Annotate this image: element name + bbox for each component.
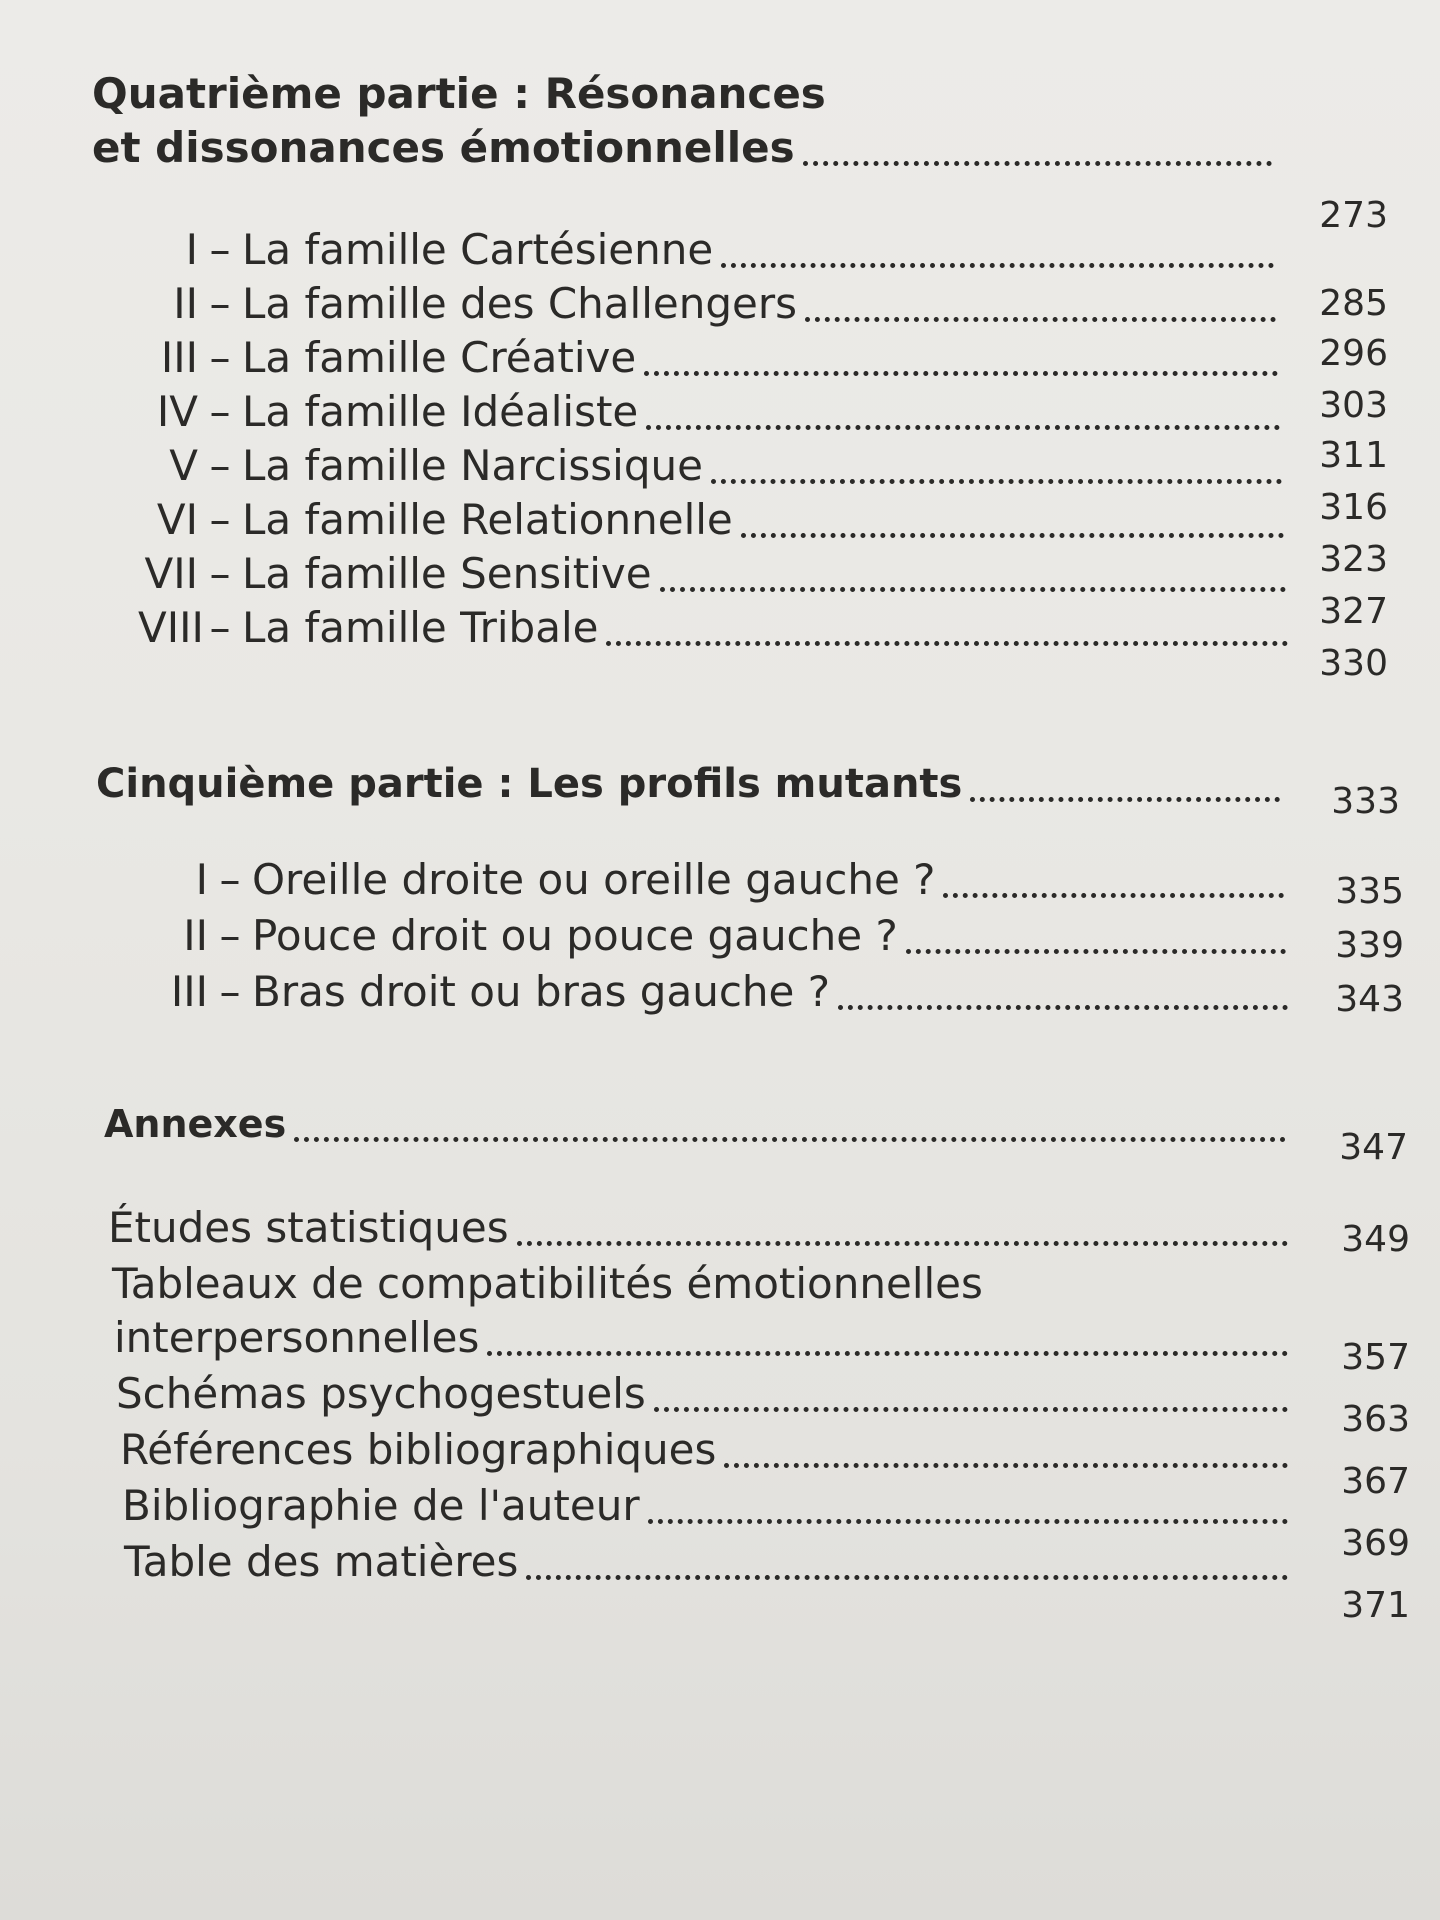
part4-title-row[interactable] <box>92 124 1276 172</box>
leader-dots <box>517 1231 1288 1246</box>
dash: – <box>209 279 231 328</box>
chapter-page: 339 <box>1335 925 1404 966</box>
dash: – <box>219 967 241 1016</box>
chapter-title: Oreille droite ou oreille gauche ? <box>252 855 936 904</box>
chapter-title: La famille Relationnelle <box>242 495 733 544</box>
annex-title: Bibliographie de l'auteur <box>122 1481 640 1530</box>
toc-entry[interactable] <box>124 1538 1292 1586</box>
dash: – <box>209 549 231 598</box>
chapter-page: 335 <box>1335 871 1404 912</box>
toc-entry[interactable] <box>138 280 1280 328</box>
annex-title-line1: Tableaux de compatibilités émotionnelles <box>112 1259 983 1308</box>
annex-title: Études statistiques <box>108 1203 509 1252</box>
chapter-number: VII <box>144 549 198 598</box>
chapter-title: Pouce droit ou pouce gauche ? <box>252 911 898 960</box>
annex-title: Schémas psychogestuels <box>116 1369 646 1418</box>
toc-entry[interactable] <box>156 968 1292 1016</box>
leader-dots <box>724 1453 1288 1468</box>
annex-title: Table des matières <box>124 1537 519 1586</box>
leader-dots <box>646 415 1280 430</box>
dash: – <box>219 855 241 904</box>
part5-page: 333 <box>1331 781 1400 822</box>
leader-dots <box>721 253 1274 268</box>
dash: – <box>209 495 231 544</box>
chapter-title: La famille Tribale <box>242 603 599 652</box>
toc-entry[interactable] <box>108 1204 1292 1252</box>
annexes-title: Annexes <box>104 1102 287 1146</box>
leader-dots <box>606 631 1288 646</box>
chapter-number: V <box>169 441 198 490</box>
toc-entry[interactable] <box>138 334 1282 382</box>
annex-page: 349 <box>1341 1219 1410 1260</box>
chapter-page: 330 <box>1319 643 1388 684</box>
part5-title-row[interactable] <box>96 760 1284 808</box>
chapter-number: I <box>195 855 208 904</box>
toc-entry[interactable] <box>168 856 1288 904</box>
leader-dots <box>654 1397 1288 1412</box>
leader-dots <box>711 469 1282 484</box>
leader-dots <box>644 361 1278 376</box>
chapter-page: 327 <box>1319 591 1388 632</box>
annex-page: 369 <box>1341 1523 1410 1564</box>
annex-page: 367 <box>1341 1461 1410 1502</box>
chapter-title: Bras droit ou bras gauche ? <box>252 967 831 1016</box>
part5-title: Cinquième partie : Les profils mutants <box>96 761 963 807</box>
leader-dots <box>526 1565 1288 1580</box>
toc-entry[interactable] <box>138 496 1288 544</box>
toc-entry[interactable] <box>116 1370 1292 1418</box>
chapter-page: 311 <box>1319 435 1388 476</box>
toc-entry[interactable] <box>160 912 1290 960</box>
chapter-number: VIII <box>138 603 204 652</box>
chapter-number: IV <box>156 387 198 436</box>
part4-title-line1: Quatrième partie : Résonances <box>92 69 826 118</box>
leader-dots <box>648 1509 1288 1524</box>
chapter-page: 285 <box>1319 283 1388 324</box>
chapter-page: 343 <box>1335 979 1404 1020</box>
dash: – <box>209 333 231 382</box>
dash: – <box>209 387 231 436</box>
part4-title-line2: et dissonances émotionnelles <box>92 123 795 172</box>
chapter-title: La famille Cartésienne <box>242 225 714 274</box>
annexes-title-row[interactable] <box>104 1100 1290 1148</box>
leader-dots <box>487 1341 1288 1356</box>
leader-dots <box>970 787 1280 802</box>
chapter-number: III <box>160 333 198 382</box>
leader-dots <box>906 939 1286 954</box>
chapter-title: La famille Sensitive <box>242 549 652 598</box>
chapter-page: 303 <box>1319 385 1388 426</box>
leader-dots <box>660 577 1286 592</box>
leader-dots <box>943 883 1284 898</box>
annexes-page: 347 <box>1339 1127 1408 1168</box>
toc-entry[interactable] <box>122 1482 1292 1530</box>
dash: – <box>209 603 231 652</box>
chapter-title: La famille des Challengers <box>242 279 797 328</box>
chapter-number: VI <box>156 495 198 544</box>
chapter-title: La famille Narcissique <box>242 441 703 490</box>
annex-page: 371 <box>1341 1585 1410 1626</box>
dash: – <box>219 911 241 960</box>
leader-dots <box>741 523 1284 538</box>
chapter-number: I <box>185 225 198 274</box>
toc-entry[interactable] <box>138 388 1284 436</box>
toc-entry[interactable] <box>138 442 1286 490</box>
annex-title-line2: interpersonnelles <box>114 1313 480 1362</box>
toc-entry[interactable] <box>138 550 1290 598</box>
chapter-number: II <box>173 279 198 328</box>
chapter-title: La famille Créative <box>242 333 637 382</box>
toc-entry[interactable] <box>120 1426 1292 1474</box>
chapter-title: La famille Idéaliste <box>242 387 639 436</box>
leader-dots <box>805 307 1276 322</box>
dash: – <box>209 441 231 490</box>
toc-entry[interactable] <box>138 604 1292 652</box>
chapter-page: 296 <box>1319 333 1388 374</box>
chapter-number: III <box>170 967 208 1016</box>
annex-page: 363 <box>1341 1399 1410 1440</box>
leader-dots <box>838 995 1288 1010</box>
chapter-page: 323 <box>1319 539 1388 580</box>
chapter-number: II <box>183 911 208 960</box>
leader-dots <box>294 1127 1286 1142</box>
chapter-page: 316 <box>1319 487 1388 528</box>
dash: – <box>209 225 231 274</box>
part4-page: 273 <box>1319 195 1388 236</box>
toc-entry[interactable] <box>138 226 1278 274</box>
annex-page: 357 <box>1341 1337 1410 1378</box>
toc-entry[interactable] <box>114 1314 1292 1362</box>
leader-dots <box>803 151 1272 166</box>
annex-title: Références bibliographiques <box>120 1425 717 1474</box>
